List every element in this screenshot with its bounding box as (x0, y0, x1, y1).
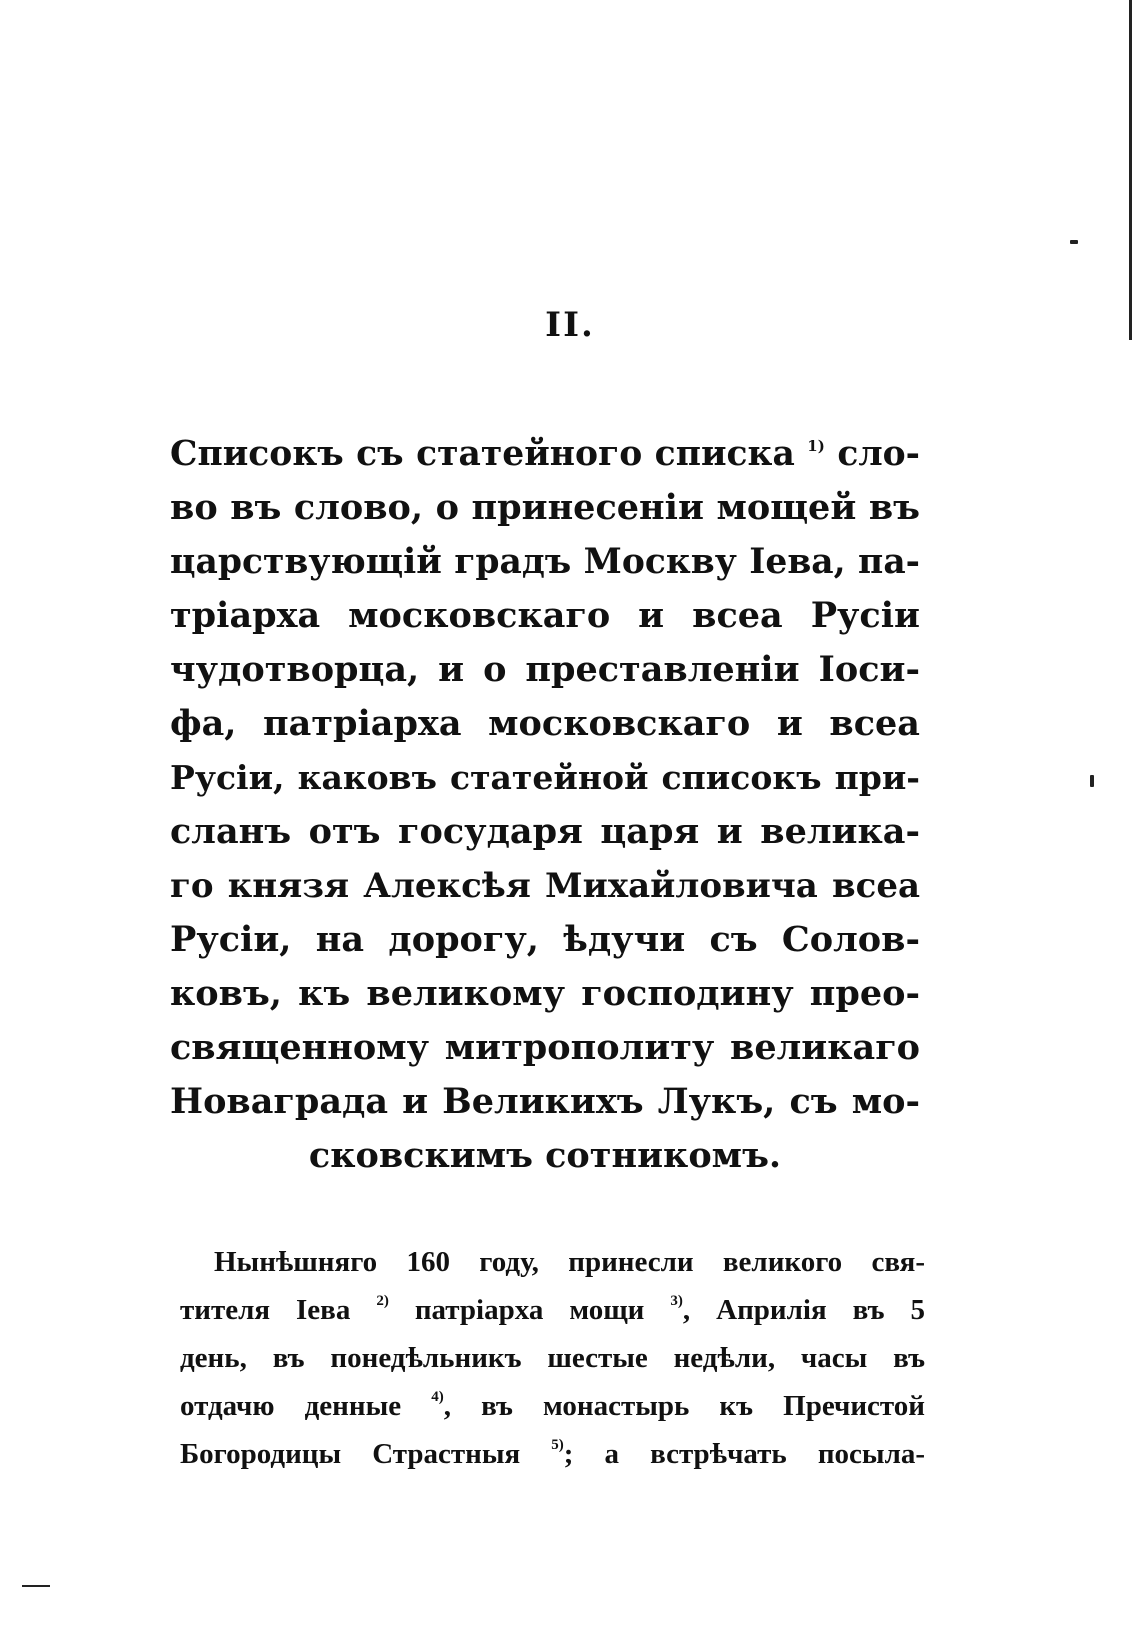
scan-speck-right (1090, 775, 1094, 787)
body-line-3: день, въ понедѣльникъ шестые недѣли, часы въ (180, 1342, 925, 1374)
section-number: II. (545, 305, 595, 345)
footnote-ref-5: 5) (551, 1437, 564, 1453)
heading-line-11: ковъ, къ великому господину прео- (170, 973, 920, 1014)
body-line-2: тителя Іева $^{2)}$ патріарха мощи $^{3)}$, Априлія въ 5 (180, 1293, 925, 1326)
heading-line-12: священному митрополиту великаго (170, 1027, 920, 1068)
footnote-ref-2: 2) (376, 1293, 389, 1309)
heading (170, 427, 920, 1183)
body-line-4: отдачю денные $^{4)}$, въ монастырь къ Пречистой (180, 1389, 925, 1422)
heading-line-6: фа, патріарха московскаго и всеа (170, 703, 920, 744)
heading-line-9: го князя Алексѣя Михайловича всеа (170, 866, 920, 906)
heading-line-8: сланъ отъ государя царя и велика- (170, 811, 920, 852)
body-line-5: Богородицы Страстныя $^{5)}$; а встрѣчать посыла- (180, 1437, 925, 1470)
heading-line-5: чудотворца, и о преставленіи Іоси- (170, 649, 920, 690)
body-paragraph (180, 1238, 925, 1478)
scan-edge-line (1129, 0, 1132, 340)
body-line-1: Нынѣшняго 160 году, принесли великого свя- (214, 1246, 925, 1278)
scan-speck-top (1070, 240, 1078, 244)
heading-line-4: тріарха московскаго и всеа Русіи (170, 595, 920, 636)
heading-line-10: Русіи, на дорогу, ѣдучи съ Солов- (170, 919, 920, 960)
footnote-ref-3: 3) (670, 1293, 683, 1309)
heading-line-1: Списокъ съ статейного списка $^{1)}$ сло- (170, 434, 920, 474)
heading-line-3: царствующій градъ Москву Іева, па- (170, 542, 920, 582)
heading-line-13: Новаграда и Великихъ Лукъ, съ мо- (170, 1081, 920, 1122)
heading-line-14: сковскимъ сотникомъ. (308, 1135, 782, 1176)
scan-dash-bottom (22, 1585, 50, 1587)
footnote-ref-4: 4) (431, 1389, 444, 1405)
heading-line-7: Русіи, каковъ статейной списокъ при- (170, 758, 920, 797)
heading-line-2: во въ слово, о принесеніи мощей въ (170, 487, 920, 528)
footnote-ref-1: 1) (807, 437, 825, 455)
